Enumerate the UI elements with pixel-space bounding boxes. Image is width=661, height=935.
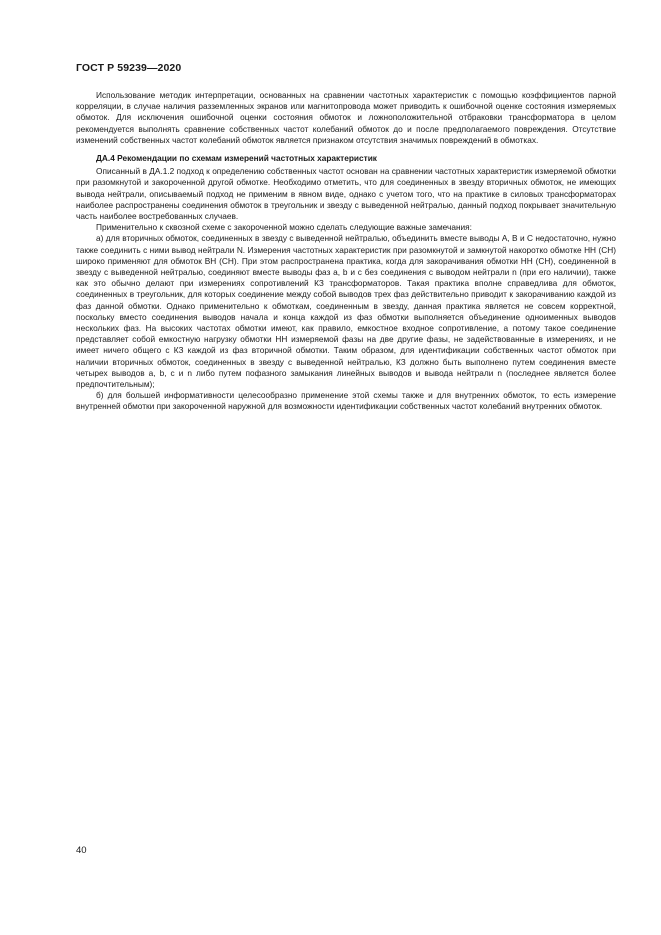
page-content <box>76 90 616 413</box>
page-number: 40 <box>76 845 87 856</box>
section-heading: ДА.4 Рекомендации по схемам измерений частотных характеристик <box>96 153 377 164</box>
document-code: ГОСТ Р 59239—2020 <box>76 62 182 74</box>
list-item-a: а) для вторичных обмоток, соединенных в звезду с выведенной нейтралью, объединить вместе выводы А, В и С недостаточно, нужно также соединить с ними вывод нейтрали N. Измерения частотных характеристик при разомкнутой и замкнутой накоротко обмотке НН (СН) широко применяют для обмоток ВН (СН). При этом распространена практика, когда для закорачивания обмотки НН (СН), соединенной в звезду с выведенной нейтралью, соединяют вместе выводы фаз a, b и c без соединения с выводом нейтрали n (при его наличии), также как это обычно делают при измерениях сопротивлений КЗ трансформаторов. Такая практика вполне справедлива для обмоток, соединенных в треугольник, для которых соединение между собой выводов трех фаз действительно приводит к закорачиванию каждой из фаз данной обмотки. Однако применительно к обмоткам, соединенным в звезду, данная практика является не совсем корректной, поскольку вместо соединения выводов начала и конца каждой из фаз обмотки выполняется объединение одноименных выводов нескольких фаз. На высоких частотах обмотки имеют, как правило, емкостное входное сопротивление, а потому такое соединение представляет собой емкостную нагрузку обмотки НН измеряемой фазы на две другие фазы, не задействованные в измерениях, и не имеет ничего общего с КЗ каждой из фаз вторичной обмотки. Таким образом, для идентификации собственных частот обмоток при наличии вторичных обмоток, соединенных в звезду с выведенной нейтралью, КЗ должно быть выполнено путем соединения вместе четырех выводов a, b, c и n либо путем пофазного замыкания линейных выводов и вывода нейтрали n (последнее является более предпочтительным); <box>76 233 616 390</box>
section-paragraph-2: Применительно к сквозной схеме с закороченной можно сделать следующие важные замечания: <box>96 222 472 233</box>
section-paragraph-1: Описанный в ДА.1.2 подход к определению собственных частот основан на сравнении частотных характеристик измеряемой обмотки при разомкнутой и закороченной другой обмотке. Необходимо отметить, что для соединенных в звезду вторичных обмоток, не имеющих вывода нейтрали, описываемый подход не применим в явном виде, однако с учетом того, что на практике в силовых трансформаторах наиболее распространены соединения обмоток в треугольник и звезду с выведенной нейтралью, данный подход покрывает значительную часть наиболее востребованных случаев. <box>76 166 616 222</box>
intro-paragraph: Использование методик интерпретации, основанных на сравнении частотных характеристик с помощью коэффициентов парной корреляции, в случае наличия разземленных экранов или магнитопровода может приводить к ошибочной оценке состояния измеряемых обмоток. Для исключения ошибочной оценки состояния обмоток и ложноположительной отбраковки трансформатора в целом рекомендуется выполнять сравнение собственных частот колебаний обмоток до и после предполагаемого повреждения. Отсутствие изменений собственных частот колебаний обмоток является признаком отсутствия значимых повреждений в обмотках. <box>76 90 616 145</box>
list-item-b: б) для большей информативности целесообразно применение этой схемы также и для внутренних обмоток, то есть измерение внутренней обмотки при закороченной наружной для возможности идентификации собственных частот колебаний внутренних обмоток. <box>76 390 616 412</box>
